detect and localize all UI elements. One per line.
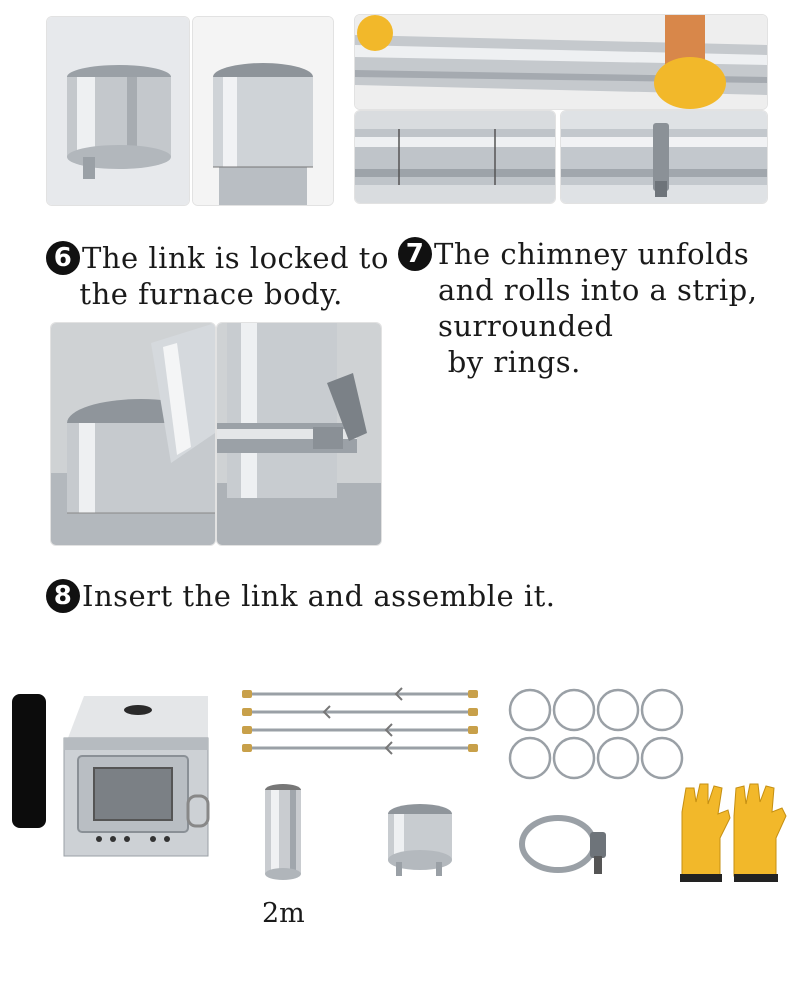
- step-7-instruction: [398, 236, 790, 380]
- photo-link-inserted: [192, 16, 334, 206]
- step-7-line-2: and rolls into a strip,: [438, 273, 758, 307]
- support-rods-image: [242, 686, 478, 756]
- photo-link-locked-to-furnace: [50, 322, 216, 546]
- hose-clamp-image: [518, 806, 610, 880]
- step-6-line-2: the furnace body.: [60, 277, 343, 311]
- photo-chimney-strip-rolled: [354, 110, 556, 204]
- step-7-line-3: surrounded: [438, 309, 614, 343]
- step-6-instruction: [46, 240, 406, 312]
- rings-image: [508, 688, 690, 782]
- photo-chimney-unfolding-gloves: [354, 14, 768, 110]
- gloves-image: [676, 782, 790, 886]
- step-8-instruction: [46, 578, 766, 614]
- photo-clamp-on-chimney: [216, 322, 382, 546]
- chimney-roll-image: [262, 782, 304, 882]
- step-number-badge: 7: [398, 237, 432, 271]
- photo-pipe-clamp-ring: [560, 110, 768, 204]
- step-7-line-1: The chimney unfolds: [434, 237, 750, 271]
- photo-chimney-ring-connector: [46, 16, 190, 206]
- black-carry-bag: [12, 694, 46, 828]
- pipe-length-label: 2m: [262, 898, 305, 929]
- step-number-badge: 8: [46, 579, 80, 613]
- step-8-line-1: Insert the link and assemble it.: [82, 579, 556, 613]
- stove-box-image: [60, 696, 216, 858]
- step-number-badge: 6: [46, 241, 80, 275]
- link-ring-image: [384, 800, 456, 878]
- step-7-line-4: by rings.: [438, 345, 581, 379]
- step-6-line-1: The link is locked to: [82, 241, 389, 275]
